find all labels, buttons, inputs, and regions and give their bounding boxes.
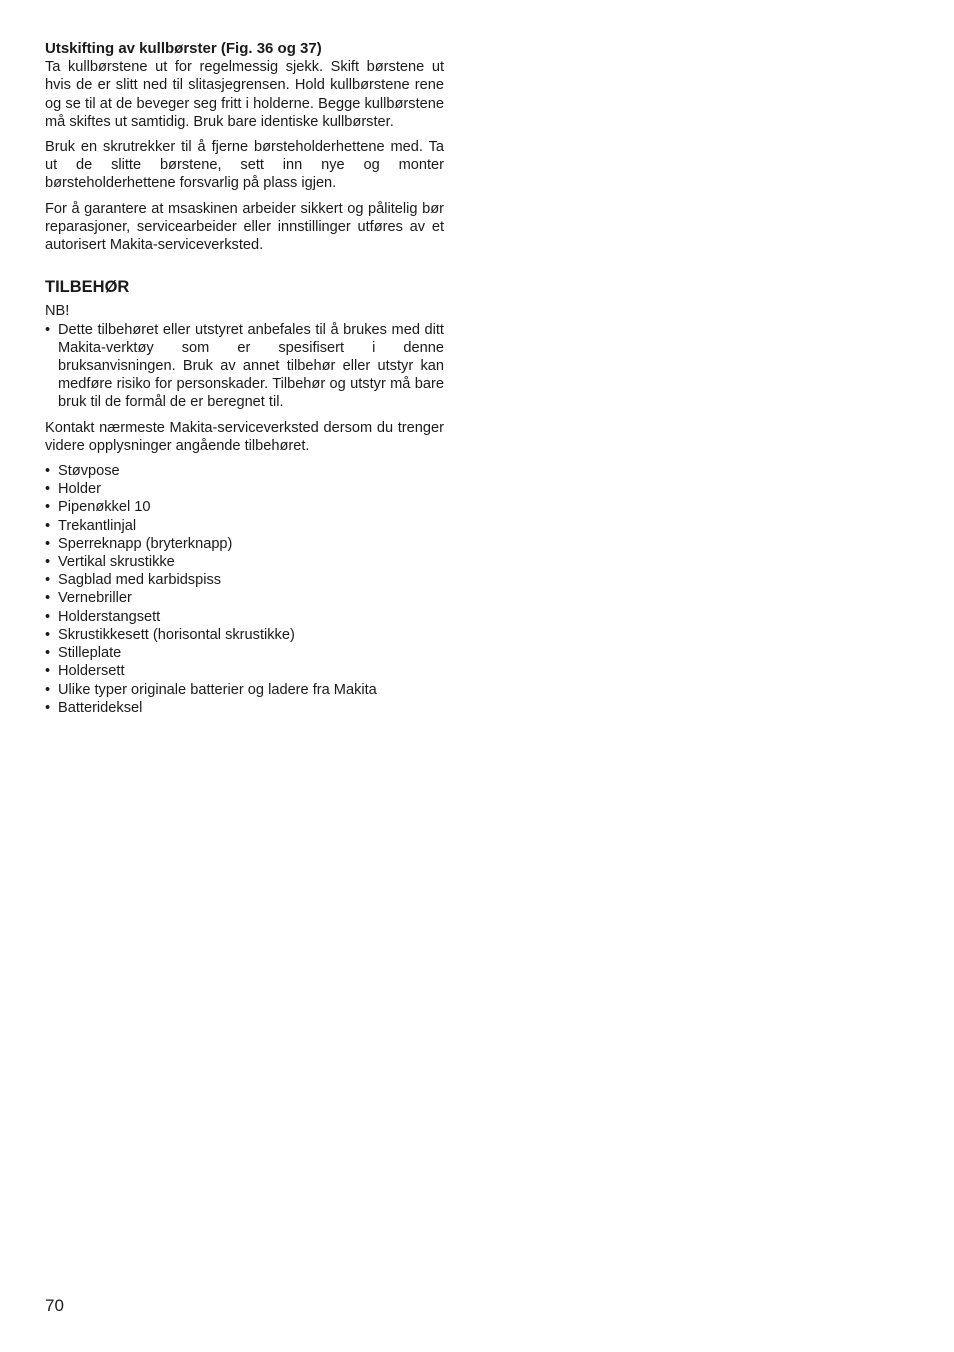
list-item-label: Skrustikkesett (horisontal skrustikke) <box>58 626 295 643</box>
bullet-icon: • <box>45 481 51 498</box>
list-item <box>45 517 444 535</box>
list-item-label: Pipenøkkel 10 <box>58 499 151 516</box>
bullet-icon: • <box>45 321 51 338</box>
bullet-icon: • <box>45 517 51 534</box>
list-item <box>45 498 444 516</box>
list-item <box>45 699 444 717</box>
brush-replacement-heading: Utskifting av kullbørster (Fig. 36 og 37) <box>45 40 322 57</box>
note-list <box>45 321 444 412</box>
list-item <box>45 480 444 498</box>
bullet-icon: • <box>45 499 51 516</box>
list-item-label: Støvpose <box>58 463 120 480</box>
list-item-label: Ulike typer originale batterier og ladere fra Makita <box>58 681 377 698</box>
list-item <box>45 462 444 480</box>
list-item-label: Stilleplate <box>58 645 122 662</box>
list-item <box>45 589 444 607</box>
list-item <box>45 681 444 699</box>
bullet-icon: • <box>45 535 51 552</box>
brush-paragraph-2: Bruk en skrutrekker til å fjerne børsteholderhettene med. Ta ut de slitte børstene, sett inn nye og monter børsteholderhettene forsvarlig på plass igjen. <box>45 139 444 192</box>
accessories-list <box>45 462 444 717</box>
note-text: Dette tilbehøret eller utstyret anbefales til å brukes med ditt Makita-verktøy som er spesifisert i denne bruksanvisningen. Bruk av annet tilbehør eller utstyr kan medføre risiko for personskader. Tilbehør og utstyr må bare bruk til de formål de er beregnet til. <box>58 321 444 411</box>
bullet-icon: • <box>45 463 51 480</box>
list-item-label: Vernebriller <box>58 590 132 607</box>
page-number: 70 <box>45 1296 64 1315</box>
list-item <box>45 626 444 644</box>
list-item <box>45 535 444 553</box>
bullet-icon: • <box>45 590 51 607</box>
list-item <box>45 662 444 680</box>
list-item-label: Trekantlinjal <box>58 517 137 534</box>
list-item-label: Sperreknapp (bryterknapp) <box>58 535 233 552</box>
accessories-heading: TILBEHØR <box>45 278 130 297</box>
bullet-icon: • <box>45 608 51 625</box>
brush-paragraph-3: For å garantere at msaskinen arbeider sikkert og pålitelig bør reparasjoner, servicearbeider eller innstillinger utføres av et autorisert Makita-serviceverksted. <box>45 200 444 254</box>
list-item-label: Sagblad med karbidspiss <box>58 572 222 589</box>
bullet-icon: • <box>45 626 51 643</box>
list-item <box>45 553 444 571</box>
list-item-label: Vertikal skrustikke <box>58 554 175 571</box>
note-label: NB! <box>45 303 70 320</box>
brush-paragraph-1: Ta kullbørstene ut for regelmessig sjekk. Skift børstene ut hvis de er slitt ned til slitasjegrensen. Hold kullbørstene rene og se til at de beveger seg fritt i holderne. Begge kullbørstene må skiftes ut samtidig. Bruk bare identiske kullbørster. <box>45 59 444 130</box>
bullet-icon: • <box>45 663 51 680</box>
list-item-label: Batterideksel <box>58 699 143 716</box>
bullet-icon: • <box>45 699 51 716</box>
list-item-label: Holder <box>58 481 101 498</box>
note-item <box>45 321 444 412</box>
text-column <box>45 40 444 724</box>
list-item <box>45 571 444 589</box>
bullet-icon: • <box>45 681 51 698</box>
list-item-label: Holdersett <box>58 663 125 680</box>
bullet-icon: • <box>45 572 51 589</box>
contact-paragraph: Kontakt nærmeste Makita-serviceverksted dersom du trenger videre opplysninger angående tilbehøret. <box>45 419 444 454</box>
bullet-icon: • <box>45 554 51 571</box>
bullet-icon: • <box>45 645 51 662</box>
list-item <box>45 608 444 626</box>
list-item <box>45 644 444 662</box>
list-item-label: Holderstangsett <box>58 608 161 625</box>
